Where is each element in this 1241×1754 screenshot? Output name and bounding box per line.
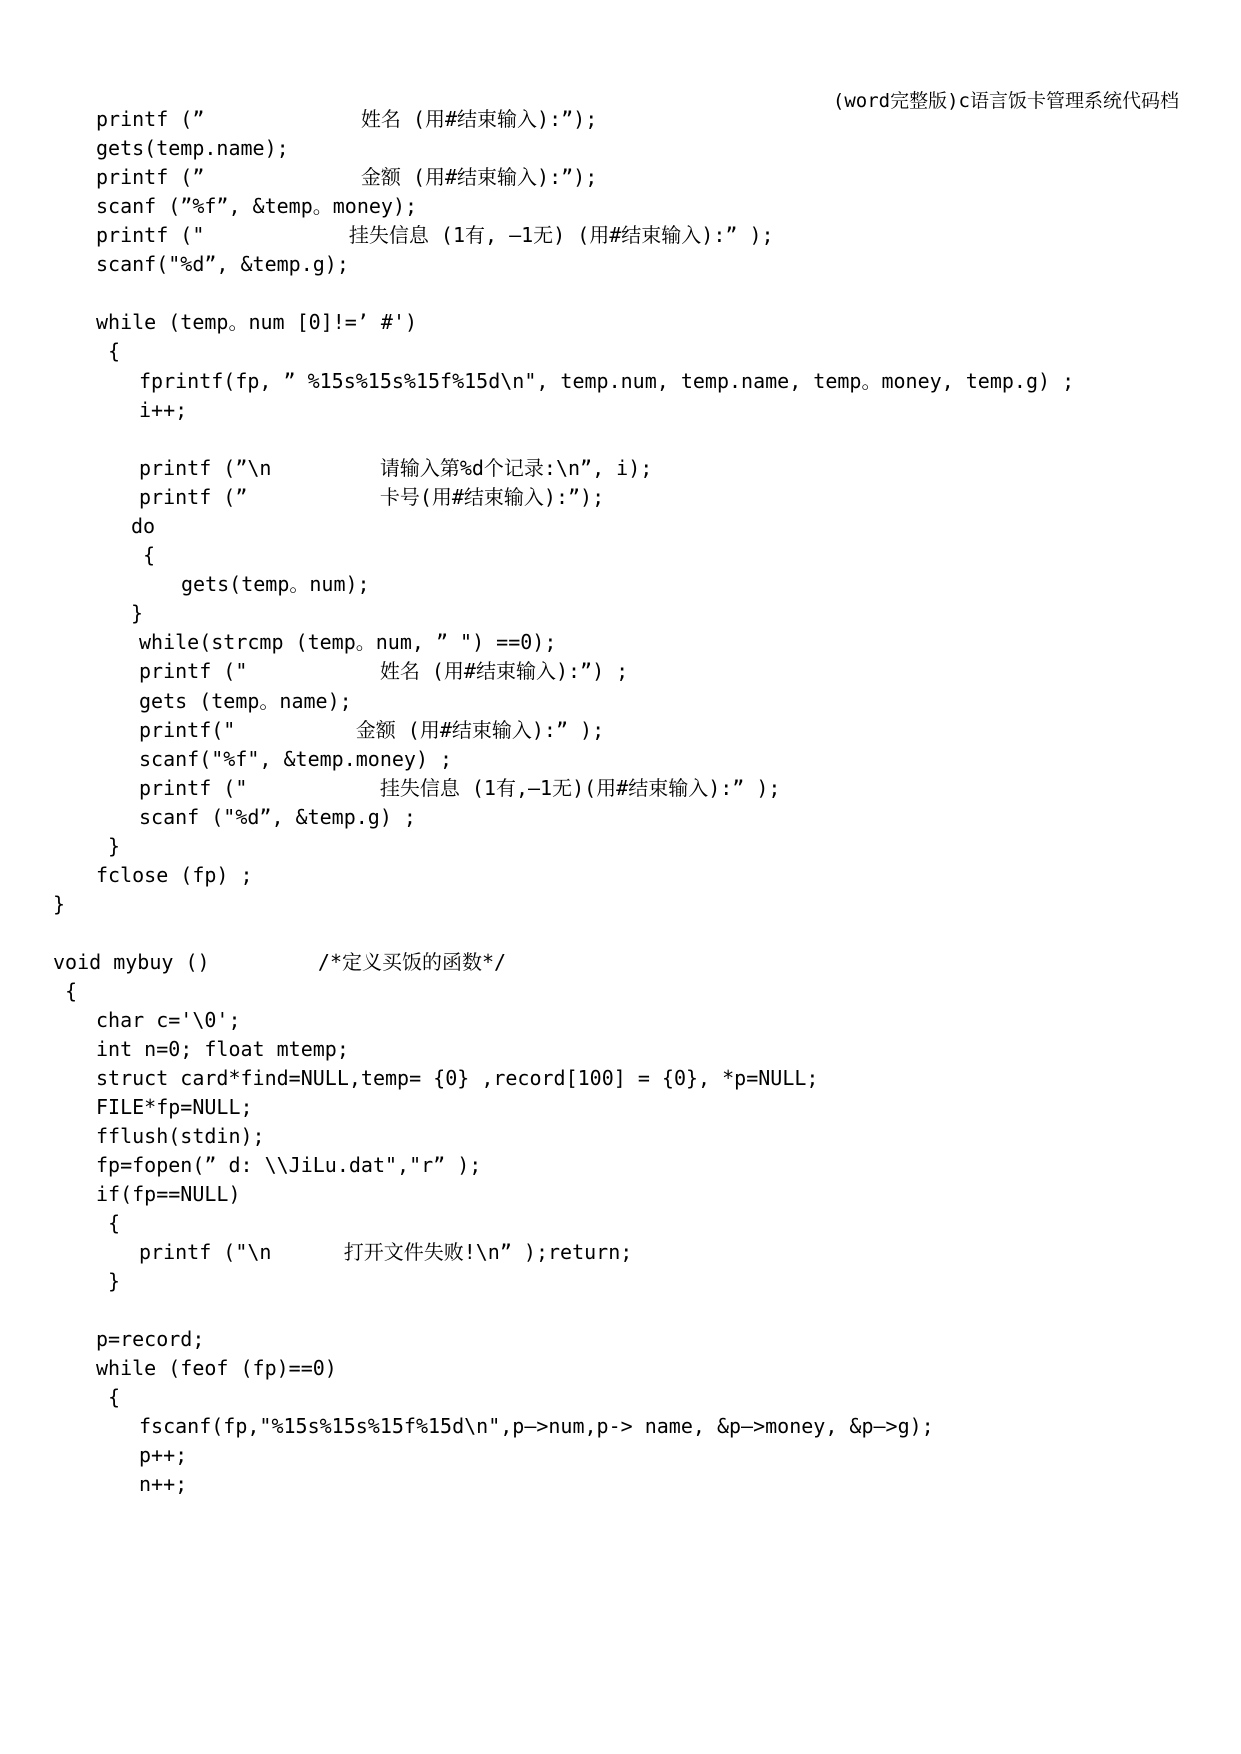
code-line: printf (" 姓名 (用#结束输入):”) ; [139, 659, 629, 683]
code-line: scanf("%f", &temp.money) ; [139, 747, 453, 771]
code-line: FILE*fp=NULL; [96, 1095, 253, 1119]
code-line: printf (” 卡号(用#结束输入):”); [139, 485, 605, 509]
code-line: { [96, 1385, 121, 1409]
code-line: int n=0; float mtemp; [96, 1037, 349, 1061]
code-line: } [96, 1269, 121, 1293]
code-line: { [131, 543, 156, 567]
code-line: printf (” 姓名 (用#结束输入):”); [96, 107, 598, 131]
code-line: if(fp==NULL) [96, 1182, 241, 1206]
code-line: while (temp。num [0]!=’ #') [96, 310, 418, 334]
code-line: scanf("%d”, &temp.g); [96, 252, 349, 276]
code-line: { [96, 1211, 121, 1235]
code-line: printf (" 挂失信息 (1有,—1无)(用#结束输入):” ); [139, 776, 781, 800]
code-line: fflush(stdin); [96, 1124, 265, 1148]
code-line: } [96, 834, 121, 858]
code-line: fprintf(fp, ” %15s%15s%15f%15d\n", temp.num, temp.name, temp。money, temp.g) ; [139, 369, 1075, 393]
code-line: char c='\0'; [96, 1008, 241, 1032]
code-line: do [131, 514, 156, 538]
code-line: n++; [139, 1472, 188, 1496]
code-line: p++; [139, 1443, 188, 1467]
code-line: scanf ("%d”, &temp.g) ; [139, 805, 416, 829]
code-line: p=record; [96, 1327, 205, 1351]
code-line: scanf (”%f”, &temp。money); [96, 194, 418, 218]
code-line: fclose (fp) ; [96, 863, 253, 887]
code-line: printf (”\n 请输入第%d个记录:\n”, i); [139, 456, 653, 480]
code-line: } [53, 892, 66, 916]
code-line: fp=fopen(” d: \\JiLu.dat","r” ); [96, 1153, 482, 1177]
code-line: gets(temp.name); [96, 136, 289, 160]
code-line: printf(" 金额 (用#结束输入):” ); [139, 718, 605, 742]
code-line: while(strcmp (temp。num, ” ") ==0); [139, 630, 557, 654]
code-line: void mybuy () /*定义买饭的函数*/ [53, 950, 507, 974]
code-line: i++; [139, 398, 188, 422]
code-line: struct card*find=NULL,temp= {0} ,record[100] = {0}, *p=NULL; [96, 1066, 819, 1090]
code-line: fscanf(fp,"%15s%15s%15f%15d\n",p—>num,p-> name, &p—>money, &p—>g); [139, 1414, 934, 1438]
code-line: { [96, 339, 121, 363]
code-line: printf (" 挂失信息 (1有, —1无) (用#结束输入):” ); [96, 223, 774, 247]
code-line: printf ("\n 打开文件失败!\n” );return; [139, 1240, 633, 1264]
document-header: (word完整版)c语言饭卡管理系统代码档 [832, 90, 1179, 112]
code-line: gets(temp。num); [181, 572, 370, 596]
code-line: while (feof (fp)==0) [96, 1356, 337, 1380]
code-line: gets (temp。name); [139, 689, 352, 713]
code-line: printf (” 金额 (用#结束输入):”); [96, 165, 598, 189]
code-line: { [53, 979, 78, 1003]
code-line: } [131, 601, 144, 625]
